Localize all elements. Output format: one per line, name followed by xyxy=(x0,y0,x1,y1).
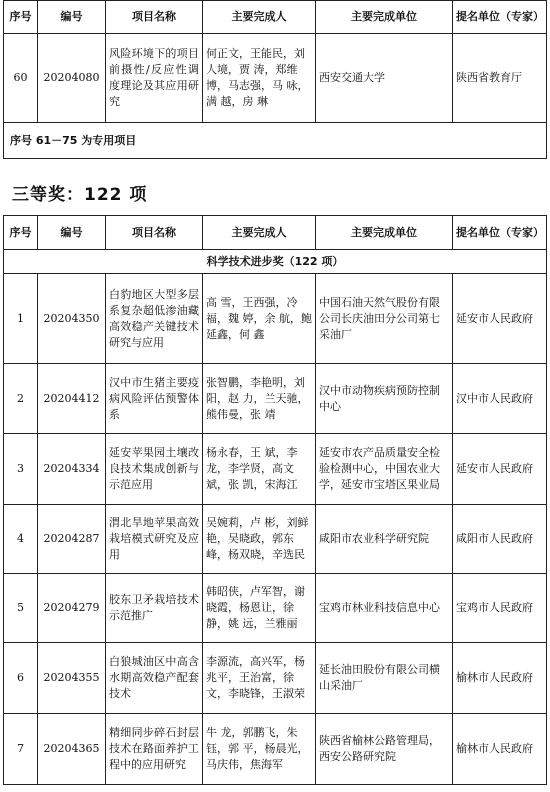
row-people: 韩昭侠，卢军智，谢晓霞，杨恩让，徐 静，姚 远，兰雅丽 xyxy=(203,574,316,643)
header-project: 项目名称 xyxy=(106,1,203,34)
row-no: 60 xyxy=(4,34,38,123)
header-code: 编号 xyxy=(38,216,106,250)
row-nominator: 榆林市人民政府 xyxy=(453,714,547,785)
row-project: 汉中市生猪主要疫病风险评估预警体系 xyxy=(106,364,203,434)
table-row xyxy=(4,364,547,434)
row-code: 20204350 xyxy=(38,274,106,364)
row-project: 延安苹果园土壤改良技术集成创新与示范应用 xyxy=(106,434,203,505)
row-project: 渭北旱地苹果高效栽培模式研究及应用 xyxy=(106,505,203,574)
header-project: 项目名称 xyxy=(106,216,203,250)
row-nominator: 陕西省教育厅 xyxy=(453,34,547,123)
row-people: 高 雪，王西强，冷 福，魏 婷，余 航，鲍延鑫，何 鑫 xyxy=(203,274,316,364)
row-unit: 西安交通大学 xyxy=(316,34,453,123)
row-people: 牛 龙，郭鹏飞，朱 钰，郭 平，杨晨光，马庆伟，焦海军 xyxy=(203,714,316,785)
row-people: 吴婉莉，卢 彬，刘鲜艳，吴晓政，郭东峰，杨双晓，辛选民 xyxy=(203,505,316,574)
table-row xyxy=(4,34,547,123)
row-project: 精细同步碎石封层技术在路面养护工程中的应用研究 xyxy=(106,714,203,785)
table-row xyxy=(4,434,547,505)
row-code: 20204287 xyxy=(38,505,106,574)
header-unit: 主要完成单位 xyxy=(316,1,453,34)
note-row xyxy=(4,123,547,159)
row-no: 1 xyxy=(4,274,38,364)
header-people: 主要完成人 xyxy=(203,216,316,250)
table-row xyxy=(4,505,547,574)
row-code: 20204279 xyxy=(38,574,106,643)
row-code: 20204334 xyxy=(38,434,106,505)
header-no: 序号 xyxy=(4,1,38,34)
row-nominator: 榆林市人民政府 xyxy=(453,643,547,714)
header-people: 主要完成人 xyxy=(203,1,316,34)
row-project: 白豹地区大型多层系复杂超低渗油藏高效稳产关键技术研究与应用 xyxy=(106,274,203,364)
row-people: 李源流，高兴军，杨兆平，王治富，徐 文，李晓锋，王淑荣 xyxy=(203,643,316,714)
table-row xyxy=(4,643,547,714)
row-people: 张智鹏，李艳明，刘 阳，赵 力，兰天驰，熊伟曼，张 靖 xyxy=(203,364,316,434)
row-code: 20204412 xyxy=(38,364,106,434)
header-nominator: 提名单位（专家） xyxy=(453,1,547,34)
category-row xyxy=(4,250,547,274)
rows-body xyxy=(4,274,547,785)
table-top xyxy=(3,0,547,159)
row-nominator: 咸阳市人民政府 xyxy=(453,505,547,574)
row-unit: 咸阳市农业科学研究院 xyxy=(316,505,453,574)
row-project: 风险环境下的项目前摄性/反应性调度理论及其应用研究 xyxy=(106,34,203,123)
row-no: 4 xyxy=(4,505,38,574)
row-people: 何正文，王能民，刘人境，贾 涛，郑维博，马志强，马 咏，满 越，房 琳 xyxy=(203,34,316,123)
row-unit: 陕西省榆林公路管理局，西安公路研究院 xyxy=(316,714,453,785)
row-people: 杨永春，王 斌，李 龙，李学贤，高文斌，张 凯，宋海江 xyxy=(203,434,316,505)
row-nominator: 宝鸡市人民政府 xyxy=(453,574,547,643)
category-label: 科学技术进步奖（122 项） xyxy=(4,250,547,274)
header-row xyxy=(4,216,547,250)
section-heading: 三等奖：122 项 xyxy=(12,185,148,205)
table-row xyxy=(4,714,547,785)
header-unit: 主要完成单位 xyxy=(316,216,453,250)
row-code: 20204365 xyxy=(38,714,106,785)
header-row xyxy=(4,1,547,34)
note-text: 序号 61－75 为专用项目 xyxy=(4,123,547,159)
row-nominator: 汉中市人民政府 xyxy=(453,364,547,434)
row-no: 5 xyxy=(4,574,38,643)
row-no: 7 xyxy=(4,714,38,785)
table-row xyxy=(4,574,547,643)
row-nominator: 延安市人民政府 xyxy=(453,274,547,364)
row-unit: 宝鸡市林业科技信息中心 xyxy=(316,574,453,643)
row-no: 2 xyxy=(4,364,38,434)
row-project: 白狼城油区中高含水期高效稳产配套技术 xyxy=(106,643,203,714)
table-row xyxy=(4,274,547,364)
header-code: 编号 xyxy=(38,1,106,34)
row-project: 胶东卫矛栽培技术示范推广 xyxy=(106,574,203,643)
row-no: 3 xyxy=(4,434,38,505)
row-no: 6 xyxy=(4,643,38,714)
header-nominator: 提名单位（专家） xyxy=(453,216,547,250)
row-code: 20204355 xyxy=(38,643,106,714)
header-no: 序号 xyxy=(4,216,38,250)
table-main xyxy=(3,215,547,785)
row-unit: 中国石油天然气股份有限公司长庆油田分公司第七采油厂 xyxy=(316,274,453,364)
row-unit: 延长油田股份有限公司横山采油厂 xyxy=(316,643,453,714)
row-nominator: 延安市人民政府 xyxy=(453,434,547,505)
row-unit: 延安市农产品质量安全检验检测中心，中国农业大学，延安市宝塔区果业局 xyxy=(316,434,453,505)
row-unit: 汉中市动物疾病预防控制中心 xyxy=(316,364,453,434)
row-code: 20204080 xyxy=(38,34,106,123)
